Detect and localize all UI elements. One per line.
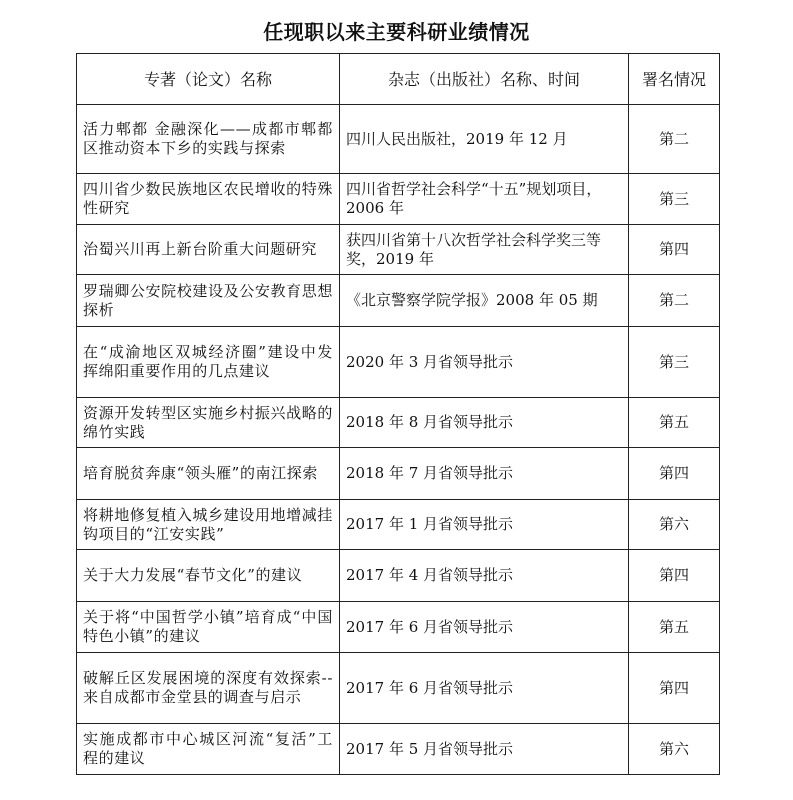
table-row (77, 550, 720, 602)
publication-info: 2017 年 6 月省领导批示 (340, 602, 629, 653)
table-row (77, 275, 720, 327)
table-row (77, 602, 720, 653)
author-order: 第六 (629, 500, 720, 550)
author-order: 第五 (629, 398, 720, 448)
header-publication: 杂志（出版社）名称、时间 (340, 54, 629, 105)
table-row (77, 724, 720, 775)
publication-info: 四川人民出版社，2019 年 12 月 (340, 105, 629, 174)
author-order: 第四 (629, 550, 720, 602)
publication-info: 2018 年 8 月省领导批示 (340, 398, 629, 448)
work-title: 活力郫都 金融深化——成都市郫都区推动资本下乡的实践与探索 (77, 105, 340, 174)
work-title: 培育脱贫奔康“领头雁”的南江探索 (77, 448, 340, 500)
author-order: 第四 (629, 448, 720, 500)
table-row (77, 327, 720, 398)
work-title: 四川省少数民族地区农民增收的特殊性研究 (77, 174, 340, 225)
work-title: 破解丘区发展困境的深度有效探索--来自成都市金堂县的调查与启示 (77, 653, 340, 724)
author-order: 第五 (629, 602, 720, 653)
work-title: 资源开发转型区实施乡村振兴战略的绵竹实践 (77, 398, 340, 448)
work-title: 实施成都市中心城区河流“复活”工程的建议 (77, 724, 340, 775)
table-row (77, 105, 720, 174)
author-order: 第二 (629, 275, 720, 327)
work-title: 治蜀兴川再上新台阶重大问题研究 (77, 225, 340, 275)
research-achievements-table (76, 53, 720, 775)
publication-info: 2018 年 7 月省领导批示 (340, 448, 629, 500)
publication-info: 2017 年 6 月省领导批示 (340, 653, 629, 724)
publication-info: 2017 年 4 月省领导批示 (340, 550, 629, 602)
header-work-title: 专著（论文）名称 (77, 54, 340, 105)
author-order: 第四 (629, 653, 720, 724)
author-order: 第四 (629, 225, 720, 275)
author-order: 第六 (629, 724, 720, 775)
table-row (77, 448, 720, 500)
work-title: 关于大力发展“春节文化”的建议 (77, 550, 340, 602)
publication-info: 《北京警察学院学报》2008 年 05 期 (340, 275, 629, 327)
publication-info: 四川省哲学社会科学“十五”规划项目，2006 年 (340, 174, 629, 225)
publication-info: 2020 年 3 月省领导批示 (340, 327, 629, 398)
work-title: 在“成渝地区双城经济圈”建设中发挥绵阳重要作用的几点建议 (77, 327, 340, 398)
table-row (77, 500, 720, 550)
publication-info: 2017 年 1 月省领导批示 (340, 500, 629, 550)
publication-info: 2017 年 5 月省领导批示 (340, 724, 629, 775)
table-row (77, 398, 720, 448)
author-order: 第二 (629, 105, 720, 174)
table-header-row (77, 54, 720, 105)
author-order: 第三 (629, 174, 720, 225)
header-author-order: 署名情况 (629, 54, 720, 105)
page-title: 任现职以来主要科研业绩情况 (263, 20, 530, 44)
table-row (77, 653, 720, 724)
work-title: 将耕地修复植入城乡建设用地增减挂钩项目的“江安实践” (77, 500, 340, 550)
table-row (77, 225, 720, 275)
author-order: 第三 (629, 327, 720, 398)
publication-info: 获四川省第十八次哲学社会科学奖三等奖，2019 年 (340, 225, 629, 275)
work-title: 罗瑞卿公安院校建设及公安教育思想探析 (77, 275, 340, 327)
table-row (77, 174, 720, 225)
work-title: 关于将“中国哲学小镇”培育成“中国特色小镇”的建议 (77, 602, 340, 653)
